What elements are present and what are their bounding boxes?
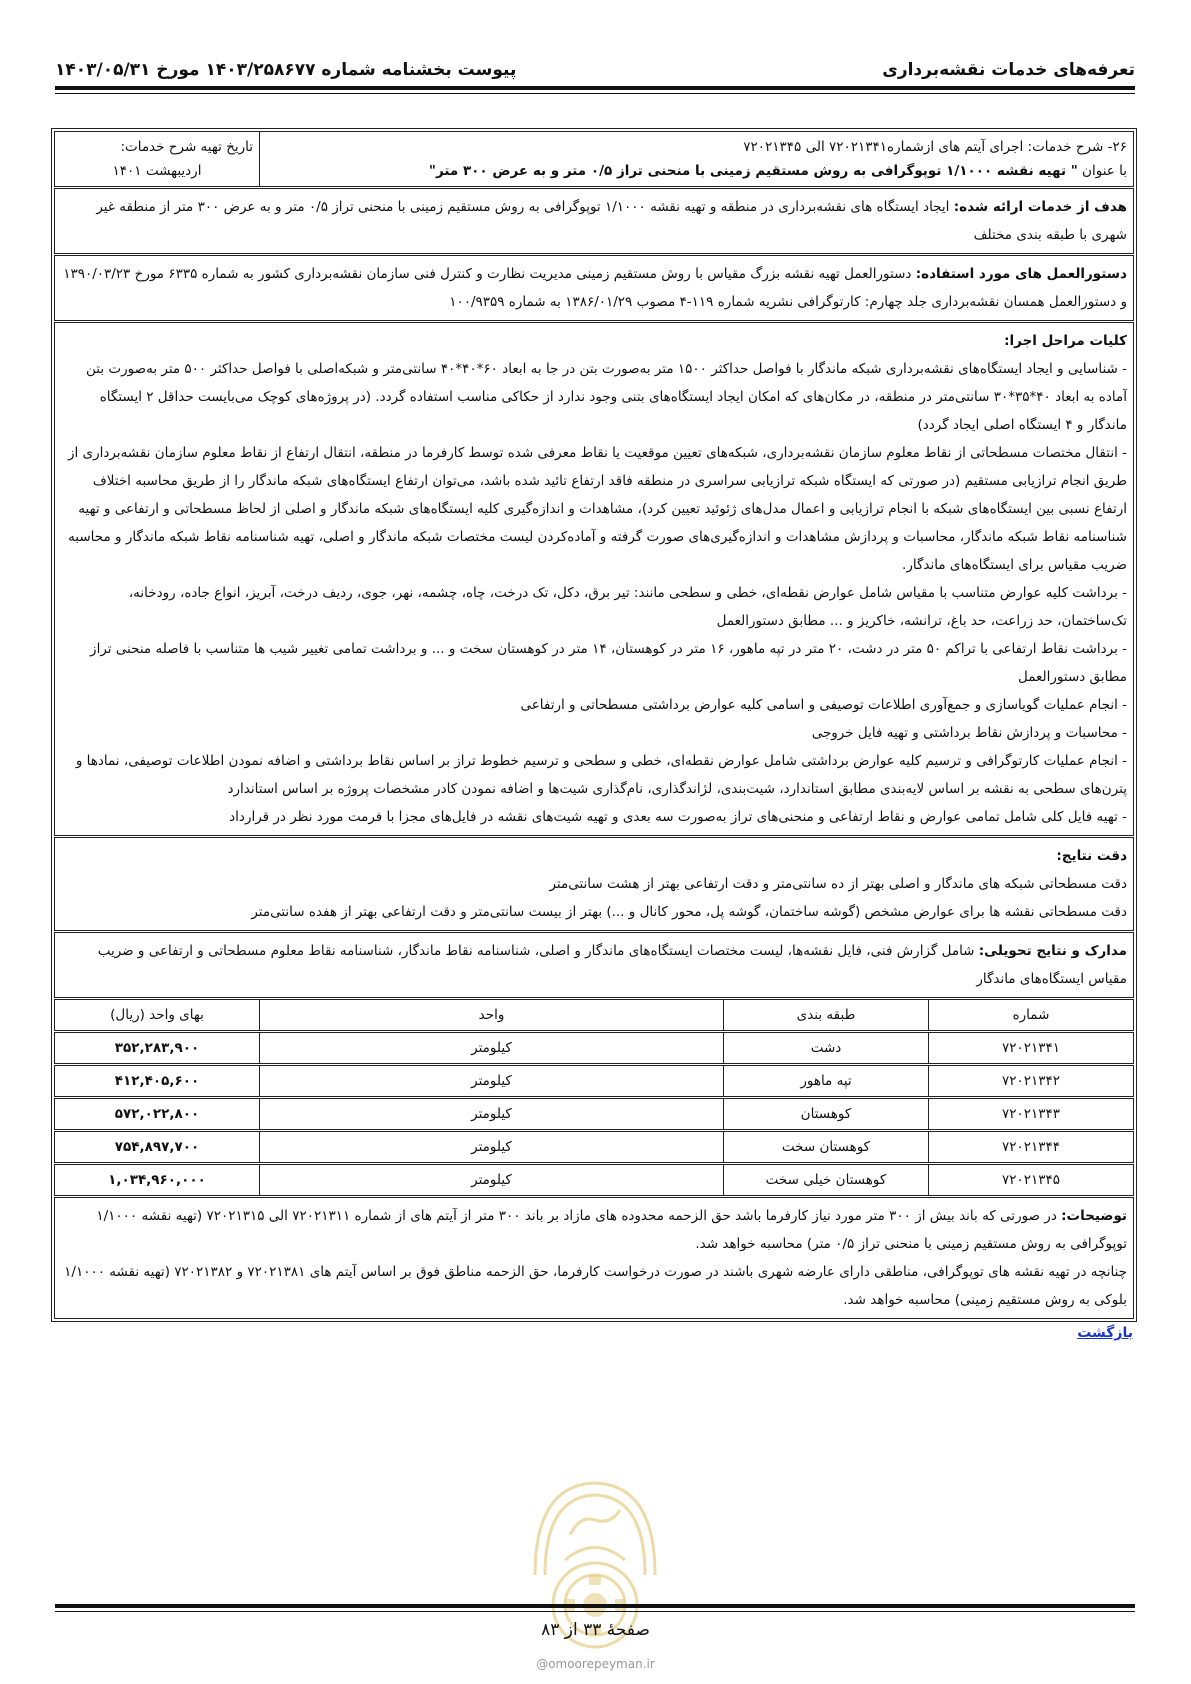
table-row [55, 1032, 1134, 1065]
deliverables-label: مدارک و نتایج تحویلی: [978, 943, 1127, 959]
back-link[interactable]: بازگشت [1077, 1325, 1133, 1341]
instructions-cell [55, 255, 1134, 322]
col-header-price: بهای واحد (ریال) [55, 999, 260, 1032]
instructions-label: دستورالعمل های مورد استفاده: [915, 266, 1127, 282]
table-row [55, 1164, 1134, 1197]
accuracy-title: دقت نتایج: [1056, 848, 1127, 864]
row-unit: کیلومتر [260, 1131, 724, 1164]
table-row [55, 1065, 1134, 1098]
row-number: ۷۲۰۲۱۳۴۳ [929, 1098, 1134, 1131]
row-price: ۳۵۲,۲۸۳,۹۰۰ [55, 1032, 260, 1065]
service-date-label: تاریخ تهیه شرح خدمات: [120, 139, 253, 155]
service-title-cell [260, 132, 1134, 188]
header-title: تعرفه‌های خدمات نقشه‌برداری [882, 60, 1135, 80]
row-unit: کیلومتر [260, 1098, 724, 1131]
header-rule [55, 86, 1135, 90]
notes-paragraph: چنانچه در تهیه نقشه های توپوگرافی، مناطقی دارای عارضه شهری باشند در صورت درخواست کارفرما، حق الزحمه مناطق فوق بر اساس آیتم های ۷۲۰۲۱۳۸۱ و ۷۲۰۲۱۳۸۲ (تهیه نقشه ۱/۱۰۰۰ بلوکی به روش مستقیم زمینی) محاسبه خواهد شد. [64, 1264, 1127, 1308]
watermark: @omoorepeyman.ir [536, 1657, 655, 1671]
row-number: ۷۲۰۲۱۳۴۴ [929, 1131, 1134, 1164]
row-price: ۱,۰۳۴,۹۶۰,۰۰۰ [55, 1164, 260, 1197]
footer-rule-thin [55, 1611, 1135, 1612]
steps-title: کلیات مراحل اجرا: [1004, 333, 1127, 349]
row-number: ۷۲۰۲۱۳۴۵ [929, 1164, 1134, 1197]
row-category: کوهستان خیلی سخت [724, 1164, 929, 1197]
row-unit: کیلومتر [260, 1032, 724, 1065]
step-item: - انجام عملیات کارتوگرافی و ترسیم کلیه عوارض برداشتی شامل عوارض نقطه‌ای، خطی و سطحی و ترسیم خطوط تراز بر اساس نقاط برداشتی و اضافه نمودن اطلاعات توصیفی، نمادها و پترن‌های سطحی به نقشه بر اساس لایه‌بندی مطابق استاندارد، شیت‌بندی، لژاندگذاری، نام‌گذاری شیت‌ها و اضافه نمودن کادر مشخصات پروژه بر اساس استاندارد [75, 753, 1127, 797]
notes-paragraph: توضیحات: در صورتی که باند بیش از ۳۰۰ متر مورد نیاز کارفرما باشد حق الزحمه محدوده های مازاد بر باند ۳۰۰ متر از آیتم های از شماره ۷۲۰۲۱۳۱۱ الی ۷۲۰۲۱۳۱۵ (تهیه نقشه ۱/۱۰۰۰ توپوگرافی به روش مستقیم زمینی با منحنی تراز ۰/۵ متر) محاسبه خواهد شد. [96, 1208, 1127, 1252]
row-price: ۵۷۲,۰۲۲,۸۰۰ [55, 1098, 260, 1131]
accuracy-cell [55, 837, 1134, 932]
step-item: - برداشت کلیه عوارض متناسب با مقیاس شامل عوارض نقطه‌ای، خطی و سطحی مانند: تیر برق، دکل، تک درخت، چاه، چشمه، نهر، جوی، ردیف درخت، آبریز، انواع جاده، رودخانه، تک‌ساختمان، حد زراعت، حد باغ، ترانشه، خاکریز و ... مطابق دستورالعمل [128, 585, 1127, 629]
page-header [55, 52, 1135, 82]
row-price: ۷۵۴,۸۹۷,۷۰۰ [55, 1131, 260, 1164]
notes-label: توضیحات: [1061, 1208, 1127, 1224]
step-item: - انجام عملیات گویاسازی و جمع‌آوری اطلاعات توصیفی و اسامی کلیه عوارض برداشتی مسطحاتی و ارتفاعی [520, 697, 1127, 713]
goal-text: ایجاد ایستگاه های نقشه‌برداری در منطقه و تهیه نقشه ۱/۱۰۰۰ توپوگرافی به روش مستقیم زمینی با منحنی تراز ۰/۵ متر و به عرض ۳۰۰ متر از منطقه غیر شهری با طبقه بندی مختلف [96, 199, 1127, 243]
instructions-text: دستورالعمل تهیه نقشه بزرگ مقیاس با روش مستقیم زمینی مدیریت نظارت و کنترل فنی سازمان نقشه‌برداری کشور به شماره ۶۳۳۵ مورخ ۱۳۹۰/۰۳/۲۳ و دستورالعمل همسان نقشه‌برداری جلد چهارم: کارتوگرافی نشریه شماره ۱۱۹-۴ مصوب ۱۳۸۶/۰۱/۲۹ به شماره ۱۰۰/۹۳۵۹ [63, 266, 1127, 310]
row-unit: کیلومتر [260, 1164, 724, 1197]
service-line2: با عنوان " تهیه نقشه ۱/۱۰۰۰ توپوگرافی به روش مستقیم زمینی با منحنی تراز ۰/۵ متر و به عرض ۳۰۰ متر" [428, 163, 1127, 179]
table-row [55, 1098, 1134, 1131]
col-header-number: شماره [929, 999, 1134, 1032]
col-header-unit: واحد [260, 999, 724, 1032]
row-category: کوهستان سخت [724, 1131, 929, 1164]
service-description-frame [51, 128, 1137, 1322]
accuracy-line: دقت مسطحاتی نقشه ها برای عوارض مشخص (گوشه ساختمان، گوشه پل، محور کانال و ...) بهتر از بیست سانتی‌متر و دقت ارتفاعی بهتر از هفده سانتی‌متر [251, 904, 1127, 920]
row-price: ۴۱۲,۴۰۵,۶۰۰ [55, 1065, 260, 1098]
deliverables-cell [55, 932, 1134, 999]
step-item: - برداشت نقاط ارتفاعی با تراکم ۵۰ متر در دشت، ۲۰ متر در تپه ماهور، ۱۶ متر در کوهستان، ۱۴ متر در کوهستان سخت و ... و برداشت تمامی تغییر شیب ها متناسب با فاصله منحنی تراز مطابق دستورالعمل [90, 641, 1127, 685]
step-item: - محاسبات و پردازش نقاط برداشتی و تهیه فایل خروجی [811, 725, 1127, 741]
row-category: کوهستان [724, 1098, 929, 1131]
service-line1: ۲۶- شرح خدمات: اجرای آیتم های ازشماره۷۲۰۲۱۳۴۱ الی ۷۲۰۲۱۳۴۵ [743, 139, 1127, 155]
footer-rule [55, 1604, 1135, 1608]
row-category: دشت [724, 1032, 929, 1065]
step-item: - انتقال مختصات مسطحاتی از نقاط معلوم سازمان نقشه‌برداری، شبکه‌های تعیین موقعیت یا نقاط معرفی شده توسط کارفرما در منطقه، انتقال ارتفاع از نقاط معلوم سازمان نقشه‌برداری از طریق انجام ترازیابی مستقیم (در صورتی که ایستگاه شبکه ترازیابی سراسری در منطقه فاقد ارتفاع تائید شده باشد، می‌توان ارتفاع ایستگاه‌های شبکه ماندگار را از طریق محاسبه اختلاف ارتفاع نسبی بین ایستگاه‌های شبکه با انجام ترازیابی و اعمال مدل‌های ژئوئید تعیین کرد)، مشاهدات و اندازه‌گیری کلیه ایستگاه‌های شبکه ماندگار و اصلی از لحاظ مسطحاتی و ارتفاعی و تهیه شناسنامه نقاط شبکه ماندگار، محاسبات و پردازش مشاهدات و اندازه‌گیری‌های صورت گرفته و آماده‌کردن لیست مختصات شبکه ماندگار و اصلی، تهیه شناسنامه نقاط شبکه ماندگار و محاسبه ضریب مقیاس برای ایستگاه‌های ماندگار. [67, 445, 1127, 573]
accuracy-line: دقت مسطحاتی شبکه های ماندگار و اصلی بهتر از ده سانتی‌متر و دقت ارتفاعی بهتر از هشت سانتی‌متر [549, 876, 1127, 892]
service-date-cell [55, 132, 260, 188]
service-date-value: اردیبهشت ۱۴۰۱ [112, 163, 202, 179]
goal-label: هدف از خدمات ارائه شده: [953, 199, 1127, 215]
row-category: تپه ماهور [724, 1065, 929, 1098]
notes-cell [55, 1197, 1134, 1319]
deliverables-text: شامل گزارش فنی، فایل نقشه‌ها، لیست مختصات ایستگاه‌های ماندگار و اصلی، شناسنامه نقاط ماندگار، شناسنامه نقاط معلوم مسطحاتی و ارتفاعی و ضریب مقیاس ایستگاه‌های ماندگار [97, 943, 1127, 987]
steps-cell [55, 322, 1134, 837]
service-table [54, 131, 1134, 1319]
step-item: - شناسایی و ایجاد ایستگاه‌های نقشه‌برداری شبکه ماندگار با فواصل حداکثر ۱۵۰۰ متر به‌صورت بتن در جا به ابعاد ۶۰*۴۰*۴۰ سانتی‌متر و شبکه‌اصلی با فواصل حداکثر ۵۰۰ متر به‌صورت بتن آماده به ابعاد ۴۰*۳۵*۳۰ سانتی‌متر در منطقه، در مکان‌های که امکان ایجاد ایستگاه‌های بتنی وجود ندارد از حکاکی مناسب استفاده گردد. (در پروژه‌های کوچک می‌بایست حداقل ۲ ایستگاه ماندگار و ۴ ایستگاه اصلی ایجاد گردد) [86, 361, 1127, 433]
col-header-category: طبقه بندی [724, 999, 929, 1032]
row-number: ۷۲۰۲۱۳۴۱ [929, 1032, 1134, 1065]
row-unit: کیلومتر [260, 1065, 724, 1098]
header-rule-thin [55, 93, 1135, 94]
service-title: " تهیه نقشه ۱/۱۰۰۰ توپوگرافی به روش مستقیم زمینی با منحنی تراز ۰/۵ متر و به عرض ۳۰۰ متر" [428, 163, 1078, 179]
goal-cell [55, 188, 1134, 255]
row-number: ۷۲۰۲۱۳۴۲ [929, 1065, 1134, 1098]
page-number: صفحهٔ ۳۳ از ۸۳ [541, 1620, 650, 1640]
step-item: - تهیه فایل کلی شامل تمامی عوارض و نقاط ارتفاعی و منحنی‌های تراز به‌صورت سه بعدی و تهیه شیت‌های نقشه در فایل‌های مجزا با فرمت مورد نظر در قرارداد [229, 809, 1127, 825]
header-circular-ref: پیوست بخشنامه شماره ۱۴۰۳/۲۵۸۶۷۷ مورخ ۱۴۰۳/۰۵/۳۱ [55, 60, 517, 80]
table-row [55, 1131, 1134, 1164]
